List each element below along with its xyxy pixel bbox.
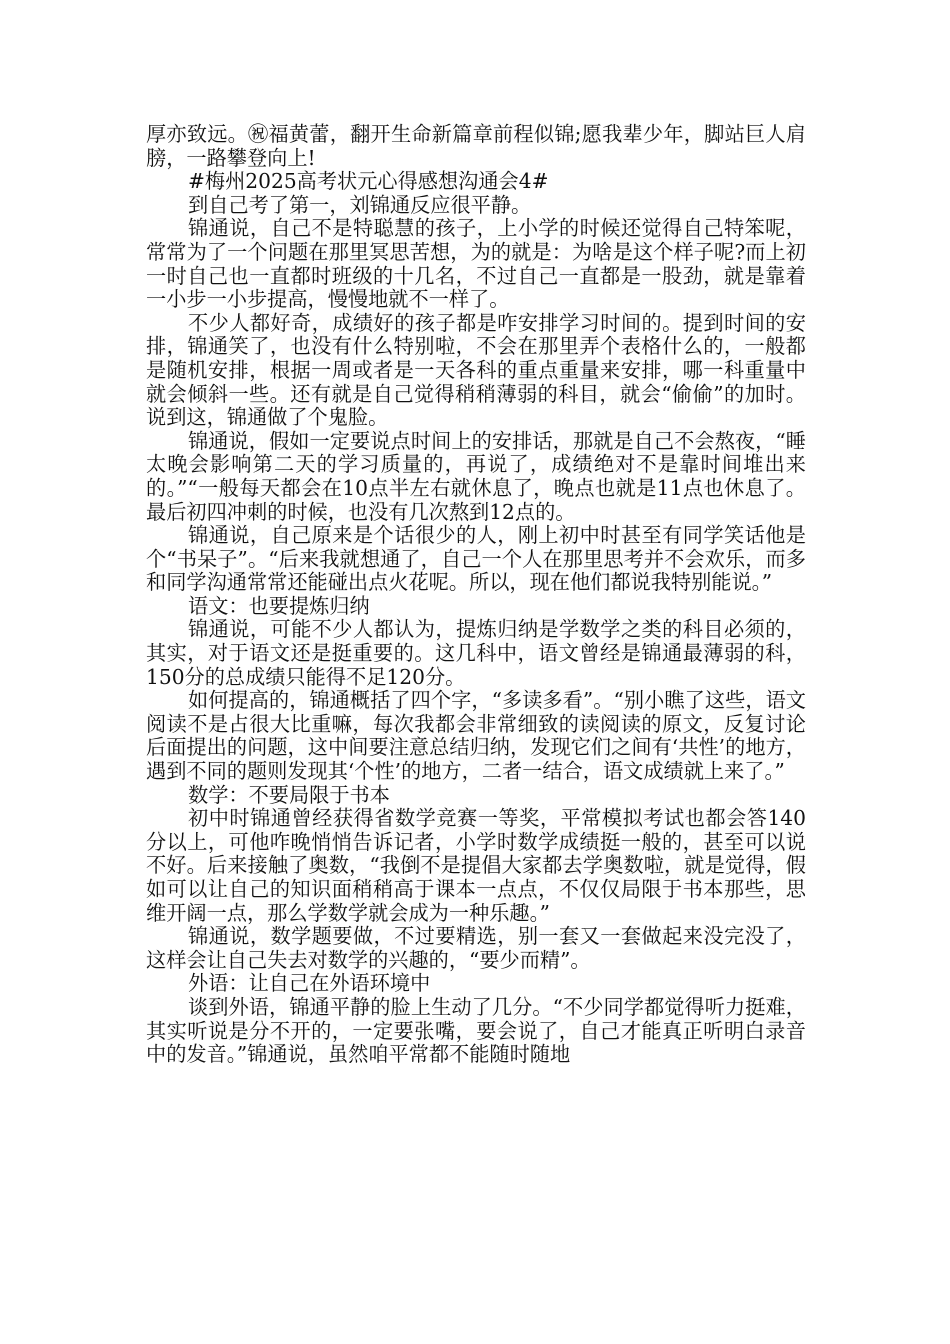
paragraph: 谈到外语，锦通平静的脸上生动了几分。“不少同学都觉得听力挺难，其实听说是分不开的，一定要张嘴，要会说了，自己才能真正听明白录音中的发音。”锦通说，虽然咱平常都不能随时随地	[146, 994, 806, 1067]
paragraph: 初中时锦通曾经获得省数学竞赛一等奖，平常模拟考试也都会答140分以上，可他咋晚悄悄告诉记者，小学时数学成绩挺一般的，甚至可以说不好。后来接触了奥数，“我倒不是提倡大家都去学奥数啦，就是觉得，假如可以让自己的知识面稍稍高于课本一点点，不仅仅局限于书本那些，思维开阔一点，那么学数学就会成为一种乐趣。”	[146, 806, 806, 925]
heading-hashtag: #梅州2025高考状元心得感想沟通会4#	[188, 169, 549, 194]
paragraph: 锦通说，假如一定要说点时间上的安排话，那就是自己不会熬夜，“睡太晚会影响第二天的学习质量的，再说了，成绩绝对不是靠时间堆出来的。”“一般每天都会在10点半左右就休息了，晚点也就是11点也休息了。最后初四冲刺的时候，也没有几次熬到12点的。	[146, 428, 806, 524]
paragraph: 厚亦致远。㊗福黄蕾，翻开生命新篇章前程似锦;愿我辈少年，脚站巨人肩膀，一路攀登向上!	[146, 122, 806, 170]
paragraph: 不少人都好奇，成绩好的孩子都是咋安排学习时间的。提到时间的安排，锦通笑了，也没有什么特别啦，不会在那里弄个表格什么的，一般都是随机安排，根据一周或者是一天各科的重点重量来安排，哪一科重量中就会倾斜一些。还有就是自己觉得稍稍薄弱的科目，就会“偷偷”的加时。说到这，锦通做了个鬼脸。	[146, 310, 806, 430]
paragraph: 如何提高的，锦通概括了四个字，“多读多看”。“别小瞧了这些，语文阅读不是占很大比重嘛，每次我都会非常细致的读阅读的原文，反复讨论后面提出的问题，这中间要注意总结归纳，发现它们之间有‘共性’的地方，遇到不同的题则发现其‘个性’的地方，二者一结合，语文成绩就上来了。”	[146, 688, 806, 784]
paragraph: 锦通说，可能不少人都认为，提炼归纳是学数学之类的科目必须的，其实，对于语文还是挺重要的。这几科中，语文曾经是锦通最薄弱的科，150分的总成绩只能得不足120分。	[146, 617, 806, 689]
paragraph: 锦通说，自己原来是个话很少的人，刚上初中时甚至有同学笑话他是个“书呆子”。“后来我就想通了，自己一个人在那里思考并不会欢乐，而多和同学沟通常常还能碰出点火花呢。所以，现在他们都说我特别能说。”	[146, 523, 806, 595]
section-heading-math: 数学：不要局限于书本	[188, 782, 390, 807]
paragraph: 锦通说，数学题要做，不过要精选，别一套又一套做起来没完没了，这样会让自己失去对数学的兴趣的，“要少而精”。	[146, 924, 806, 972]
section-heading-chinese: 语文：也要提炼归纳	[188, 593, 370, 618]
paragraph: 到自己考了第一，刘锦通反应很平静。	[188, 192, 532, 217]
section-heading-foreign-language: 外语：让自己在外语环境中	[188, 971, 431, 996]
document-body	[146, 123, 806, 1067]
paragraph: 锦通说，自己不是特聪慧的孩子，上小学的时候还觉得自己特笨呢，常常为了一个问题在那里冥思苦想，为的就是：为啥是这个样子呢?而上初一时自己也一直都时班级的十几名，不过自己一直都是一股劲，就是靠着一小步一小步提高，慢慢地就不一样了。	[146, 216, 806, 312]
